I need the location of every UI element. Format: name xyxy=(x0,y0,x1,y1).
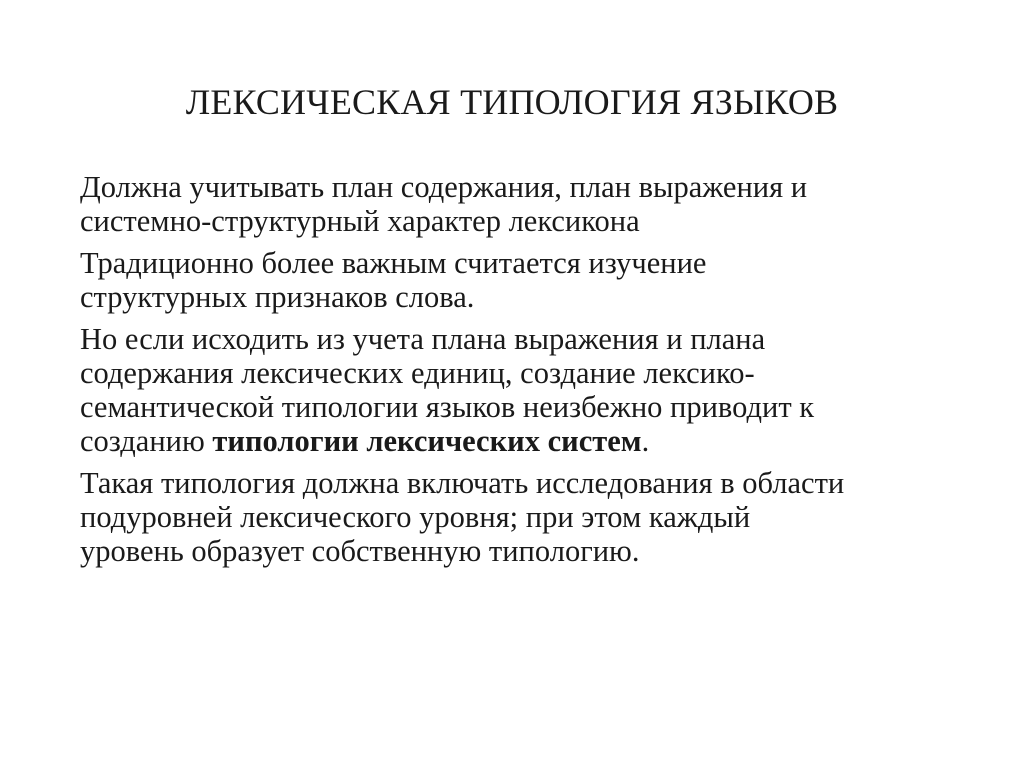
paragraph-1 xyxy=(80,170,960,238)
paragraph-line-mixed xyxy=(80,424,960,458)
slide-body xyxy=(80,170,960,576)
paragraph-line: содержания лексических единиц, создание лексико- xyxy=(80,356,755,390)
paragraph-line: Но если исходить из учета плана выражения и плана xyxy=(80,322,766,356)
paragraph-line: уровень образует собственную типологию. xyxy=(80,534,640,568)
paragraph-4 xyxy=(80,466,960,568)
paragraph-line: системно-структурный характер лексикона xyxy=(80,204,640,238)
paragraph-line: Такая типология должна включать исследования в области xyxy=(80,466,845,500)
paragraph-text: созданию xyxy=(80,424,213,458)
paragraph-text: . xyxy=(641,424,650,458)
paragraph-line: семантической типологии языков неизбежно приводит к xyxy=(80,390,815,424)
emphasized-term: типологии лексических систем xyxy=(212,424,642,458)
paragraph-3 xyxy=(80,322,960,458)
paragraph-line: структурных признаков слова. xyxy=(80,280,475,314)
paragraph-line: подуровней лексического уровня; при этом каждый xyxy=(80,500,751,534)
paragraph-2 xyxy=(80,246,960,314)
slide-title: ЛЕКСИЧЕСКАЯ ТИПОЛОГИЯ ЯЗЫКОВ xyxy=(185,82,839,122)
paragraph-line: Должна учитывать план содержания, план выражения и xyxy=(80,170,808,204)
paragraph-line: Традиционно более важным считается изучение xyxy=(80,246,707,280)
